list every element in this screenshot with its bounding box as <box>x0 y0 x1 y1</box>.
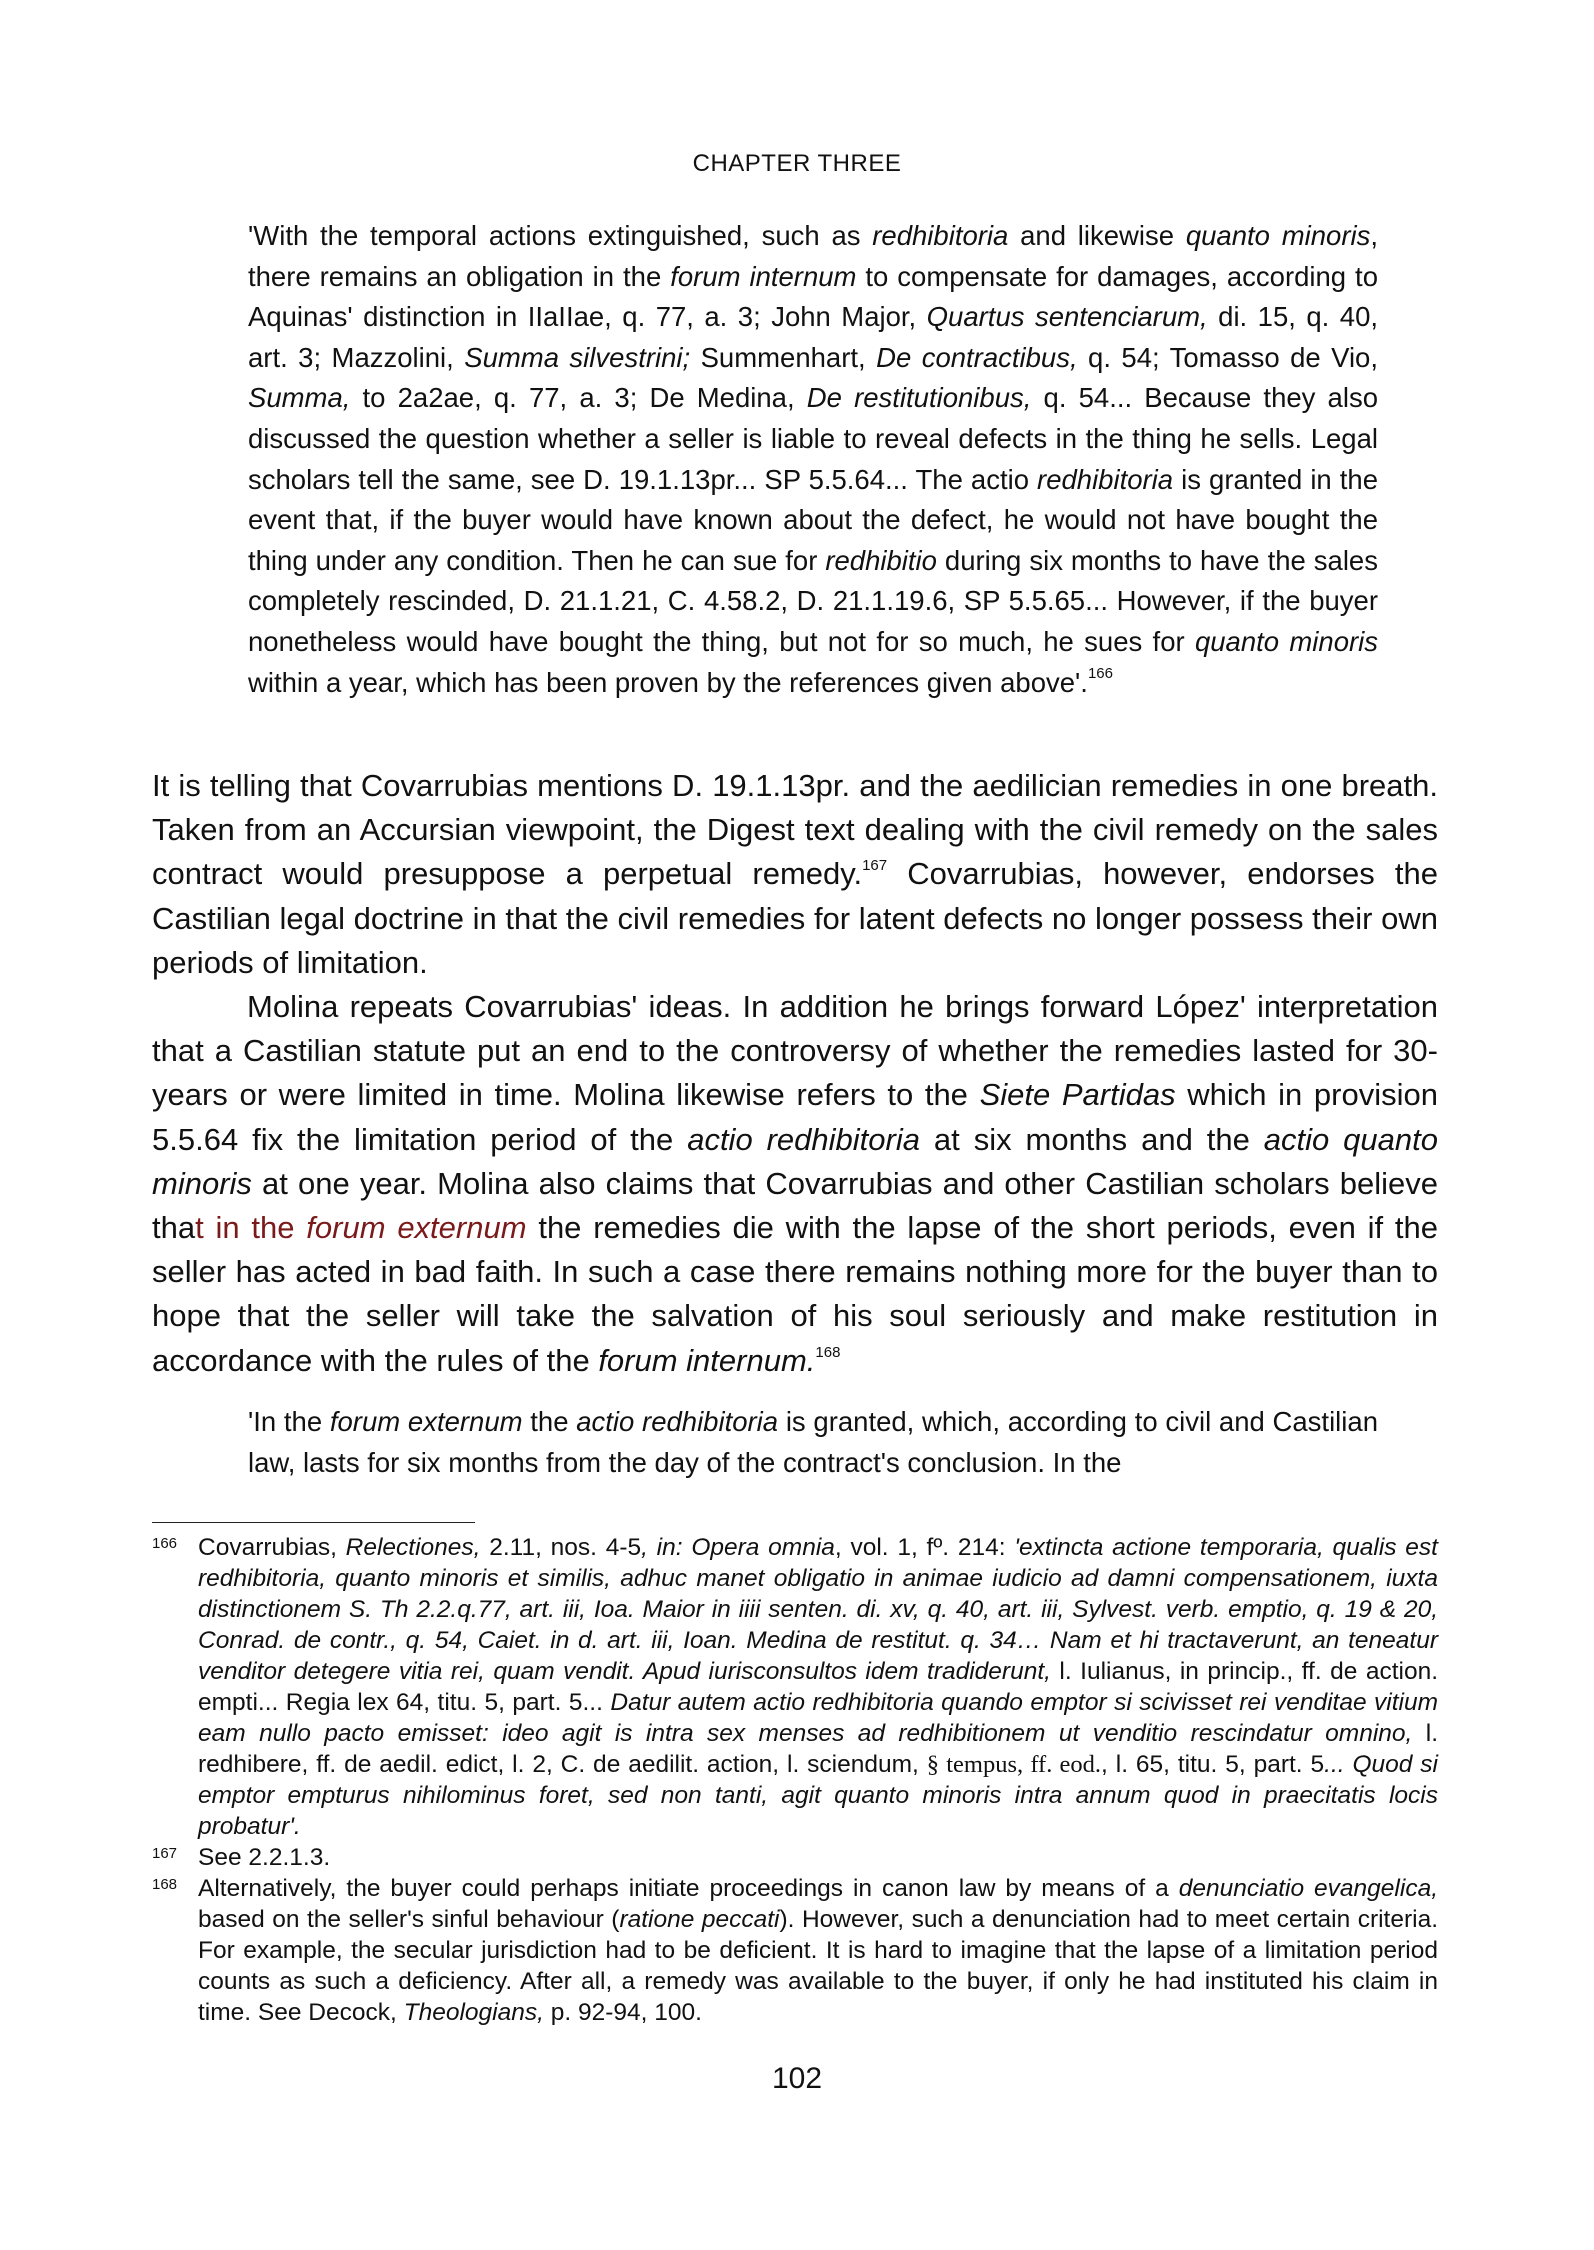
fn166-text: , l. 65, titu. 5, part. 5 <box>1101 1751 1325 1778</box>
para2-text: at six months and the <box>919 1121 1264 1157</box>
page-number: 102 <box>771 2062 823 2095</box>
fn168-italic: ratione peccati <box>619 1906 780 1933</box>
fn168-italic: Theologians, <box>403 1999 544 2026</box>
quote2-italic: forum externum <box>329 1406 523 1437</box>
quote1-italic: Quartus sentenciarum, <box>926 301 1208 333</box>
quote1-text: is granted in the event that, if the buyer would have known about the defect, he would not have bought the thing under any condition. Then he can sue for <box>248 463 1378 576</box>
block-quote-covarrubias <box>248 216 1378 703</box>
quote1-italic: quanto minoris <box>1194 625 1379 657</box>
para2-text: the remedies die with the lapse of the short periods, even if the seller has acted in bad faith. In such a case there remains nothing more for the buyer than to hope that the seller will take the salvation of his soul seriously and make restitution in accordance with the rules of the <box>152 1210 1438 1378</box>
quote1-text: q. 54... Because they also discussed the question whether a seller is liable to reveal defects in the thing he sells. Legal scholars tell the same, see D. 19.1.13pr... SP 5.5.64... The actio <box>248 382 1379 495</box>
para2-text: which in provision 5.5.64 fix the limitation period of the <box>152 1077 1438 1157</box>
quote1-text: 'With the temporal actions extinguished, such as <box>248 220 873 251</box>
block-quote-molina <box>248 1402 1378 1483</box>
quote1-text: to compensate for damages, according to Aquinas' distinction in IIaIIae, q. 77, a. 3; John Major, <box>248 260 1378 333</box>
quote1-italic: redhibitoria <box>1037 463 1174 495</box>
quote2-text: the <box>522 1406 577 1437</box>
footnote-separator <box>152 1522 475 1523</box>
quote1-text: to 2a2ae, q. 77, a. 3; De Medina, <box>350 382 807 414</box>
fn166-italic: Relectiones, <box>345 1534 481 1561</box>
fn166-text: 2.11, nos. 4-5 <box>480 1534 642 1561</box>
footnote-number: 167 <box>152 1845 178 1862</box>
para2-highlight: t in the <box>195 1210 307 1246</box>
fn168-text: p. 92-94, 100. <box>543 1999 702 2026</box>
fn166-text: Covarrubias, <box>198 1534 346 1561</box>
para2-italic: actio redhibitoria <box>687 1121 920 1157</box>
quote2-italic: actio redhibitoria <box>576 1406 779 1437</box>
footnote-ref-167[interactable]: 167 <box>862 857 888 875</box>
footnote-168 <box>152 1873 1438 2028</box>
footnote-body <box>198 1532 1438 1842</box>
para2-text: Molina repeats Covarrubias' ideas. In addition he brings forward López' interpretation that a Castilian statute put an end to the controversy of whether the remedies lasted for 30-years or were limited in time. Molina likewise refers to the <box>152 989 1438 1113</box>
quote1-italic: quanto minoris <box>1185 220 1371 251</box>
para1-text: Covarrubias, however, endorses the Castilian legal doctrine in that the civil remedies for latent defects no longer possess their own periods of limitation. <box>152 856 1438 980</box>
quote1-text: within a year, which has been proven by the references given above'. <box>248 666 1088 698</box>
footnotes <box>152 1532 1438 2028</box>
quote2-text: is granted, which, according to civil and Castilian law, lasts for six months from the day of the contract's conclusion. In the <box>248 1406 1378 1478</box>
fn166-italic: Datur autem actio redhibitoria quando emptor si scivisset rei venditae vitium eam nullo pacto emisset: ideo agit is intra sex menses ad redhibitionem ut venditio rescindatur omnino, <box>198 1689 1439 1747</box>
quote1-italic: redhibitio <box>825 544 937 576</box>
footnote-ref-166[interactable]: 166 <box>1087 664 1113 682</box>
fn166-italic: Opera omnia <box>691 1534 835 1561</box>
quote1-italic: Summa silvestrini; <box>464 341 691 373</box>
para2-highlight-italic: forum externum <box>306 1210 527 1246</box>
fn168-text: ). However, such a denunciation had to meet certain criteria. For example, the secular jurisdiction had to be deficient. It is hard to imagine that the lapse of a limitation period counts as such a deficiency. After all, a remedy was available to the buyer, if only he had instituted his claim in time. See Decock, <box>198 1906 1439 2026</box>
footnote-body <box>198 1873 1438 2028</box>
paragraph-1 <box>152 764 1438 985</box>
para2-italic: forum internum. <box>598 1342 816 1378</box>
quote2-text: 'In the <box>248 1406 330 1437</box>
fn166-italic: ... Quod si emptor empturus nihilominus foret, sed non tanti, agit quanto minoris intra annum quod in praecitatis locis probatur'. <box>198 1751 1438 1840</box>
fn168-italic: denunciatio evangelica, <box>1178 1875 1439 1902</box>
footnote-number: 166 <box>152 1535 178 1552</box>
footnote-166 <box>152 1532 1438 1842</box>
para1-text: It is telling that Covarrubias mentions D. 19.1.13pr. and the aedilician remedies in one breath. Taken from an Accursian viewpoint, the Digest text dealing with the civil remedy on the sales contract would presuppose a perpetual remedy. <box>152 768 1438 892</box>
footnote-167 <box>152 1842 1438 1873</box>
quote1-text: during six months to have the sales completely rescinded, D. 21.1.21, C. 4.58.2, D. 21.1.19.6, SP 5.5.65... However, if the buyer nonetheless would have bought the thing, but not for so much, he sues for <box>248 544 1378 657</box>
fn166-text: l. Iulianus, in princip., ff. de action. empti... Regia lex 64, titu. 5, part. 5... <box>198 1658 1439 1716</box>
fn166-serif-text: § tempus, ff. eod. <box>926 1751 1102 1778</box>
fn166-text: , vol. 1, fº. 214: <box>834 1534 1015 1561</box>
quote1-italic: redhibitoria <box>872 220 1009 251</box>
para2-italic: actio quanto minoris <box>152 1121 1438 1201</box>
main-text <box>152 764 1438 1383</box>
running-head: CHAPTER THREE <box>692 150 902 177</box>
fn166-italic: 'extincta actione temporaria, qualis est redhibitoria, quanto minoris et similis, adhuc manet obligatio in animae iudicio ad damni compensationem, iuxta distinctionem S. Th 2.2.q.77, art. iii, Ioa. Maior in iiii senten. di. xv, q. 40, art. iii, Sylvest. verb. emptio, q. 19 & 20, Conrad. de contr., q. 54, Caiet. in d. art. iii, Ioan. Medina de restitut. q. 34… Nam et hi tractaverunt, an teneatur venditor detegere vitia rei, quam vendit. Apud iurisconsultos idem tradiderunt, <box>198 1534 1438 1685</box>
quote1-italic: forum internum <box>670 260 857 292</box>
paragraph-2 <box>152 985 1438 1383</box>
quote1-italic: De contractibus, <box>876 341 1078 373</box>
quote1-text: , there remains an obligation in the <box>248 220 1378 292</box>
quote1-text: Summenhart, <box>690 341 877 373</box>
quote1-text: q. 54; Tomasso de Vio, <box>1077 341 1378 373</box>
quote1-text: di. 15, q. 40, art. 3; Mazzolini, <box>248 301 1379 373</box>
para2-text: at one year. Molina also claims that Covarrubias and other Castilian scholars believe tha <box>152 1165 1438 1246</box>
fn166-italic: , in: <box>641 1534 692 1561</box>
footnote-number: 168 <box>152 1876 178 1893</box>
quote1-text: and likewise <box>1008 220 1186 251</box>
fn168-text: Alternatively, the buyer could perhaps initiate proceedings in canon law by means of a <box>198 1875 1179 1902</box>
footnote-ref-168[interactable]: 168 <box>815 1343 841 1361</box>
footnote-body: See 2.2.1.3. <box>198 1844 331 1871</box>
para2-italic: Siete Partidas <box>979 1077 1176 1113</box>
fn168-text: based on the seller's sinful behaviour ( <box>198 1906 620 1933</box>
fn166-text: l. redhibere, ff. de aedil. edict, l. 2, C. de aedilit. action, l. sciendum, <box>198 1720 1439 1778</box>
quote1-italic: De restitutionibus, <box>806 382 1032 414</box>
quote1-italic: Summa, <box>248 382 351 414</box>
